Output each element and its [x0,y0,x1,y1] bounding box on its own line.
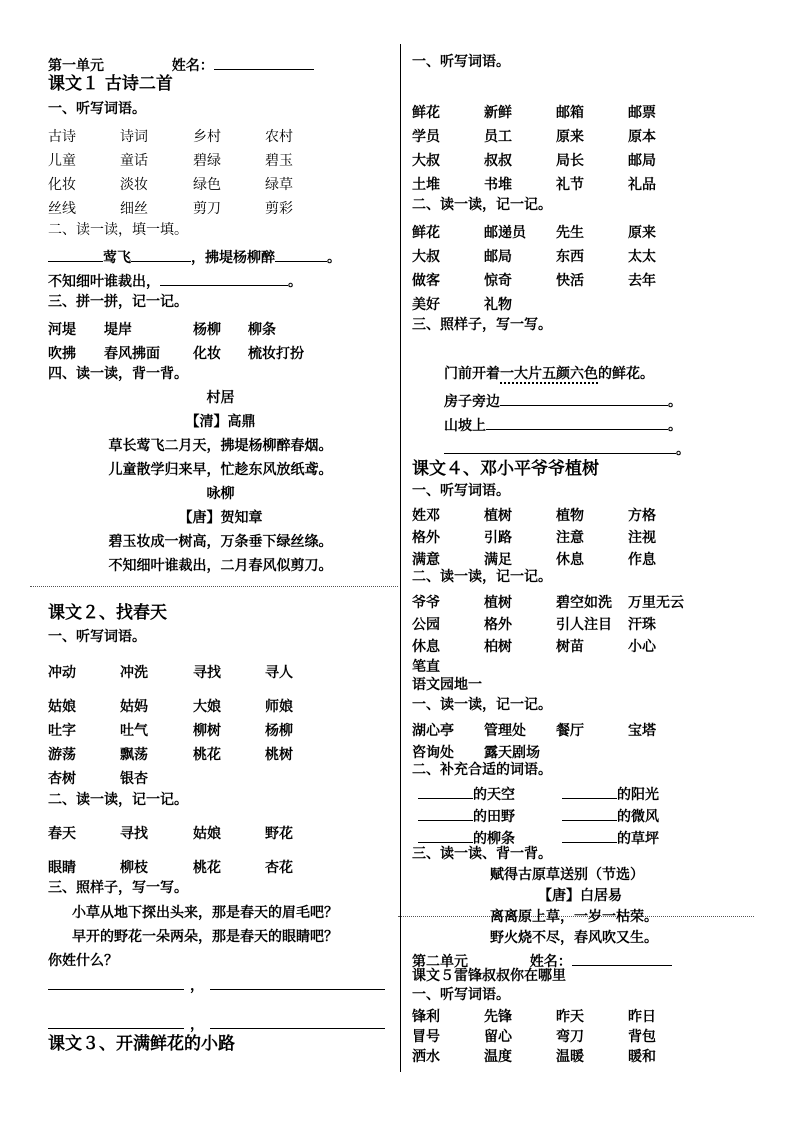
vocab-word: 锋利 [412,1009,440,1025]
vocab-word: 姑妈 [120,699,148,715]
garden-s1-title: 一、读一读，记一记。 [412,697,552,713]
garden-title: 语文园地一 [412,677,482,693]
blank[interactable] [562,828,617,843]
lesson1-s1-title: 一、听写词语。 [48,101,146,117]
blank[interactable] [48,975,184,990]
vocab-word: 植物 [556,508,584,524]
fill-pair [562,806,659,826]
vocab-word: 乡村 [193,129,221,145]
vocab-word: 昨天 [556,1009,584,1025]
lesson2-s3-title: 三、照样子，写一写。 [48,880,188,896]
vocab-word: 昨日 [628,1009,656,1025]
vocab-word: 化妆 [48,177,76,193]
text: 门前开着 [444,366,500,382]
fill-word: 的天空 [473,787,515,803]
vocab-word: 引人注目 [556,617,612,633]
lesson3-title: 课文３、开满鲜花的小路 [48,1034,235,1054]
blank[interactable] [48,1014,184,1029]
vocab-word: 笔直 [412,659,440,675]
vocab-word: 游荡 [48,747,76,763]
text: 。 [668,394,682,410]
prompt-line-1 [444,391,682,409]
blank[interactable] [418,784,473,799]
unit-header [48,55,314,73]
text: 房子旁边 [444,394,500,410]
vocab-word: 格外 [484,617,512,633]
blank[interactable] [48,247,103,262]
fill-word: 的阳光 [617,787,659,803]
vocab-word: 注意 [556,530,584,546]
section-separator-left [30,586,398,587]
lesson1-s2-title: 二、读一读，填一填。 [48,222,188,238]
vocab-word: 银杏 [120,771,148,787]
garden-s3-title: 三、读一读、背一背。 [412,846,552,862]
vocab-word: 姑娘 [193,826,221,842]
fill-pair [418,828,515,848]
vocab-word: 植树 [484,595,512,611]
vocab-word: 温度 [484,1049,512,1065]
fill-line-2 [48,271,302,289]
lesson1-title: 课文１ 古诗二首 [48,74,173,94]
vocab-word: 剪刀 [193,201,221,217]
fill-pair [418,784,515,804]
comma: ， [190,1017,204,1033]
vocab-word: 太太 [628,249,656,265]
vocab-word: 化妆 [193,346,221,362]
poem2-line: 碧玉妆成一树高，万条垂下绿丝绦。 [108,534,333,550]
vocab-word: 满意 [412,552,440,568]
name-field[interactable] [214,55,314,70]
vocab-word: 万里无云 [628,595,684,611]
vocab-word: 湖心亭 [412,723,454,739]
blank[interactable] [500,391,668,406]
vocab-word: 杏花 [265,860,293,876]
vocab-word: 堤岸 [104,322,132,338]
example-sentence [444,367,654,381]
lesson2-title: 课文２、找春天 [48,603,167,623]
vocab-word: 土堆 [412,177,440,193]
lesson4-title: 课文４、邓小平爷爷植树 [412,459,599,479]
vocab-word: 快活 [556,273,584,289]
lesson3-s2-title: 二、读一读，记一记。 [412,197,552,213]
text: 不知细叶谁裁出， [48,274,160,290]
blank[interactable] [160,271,288,286]
vocab-word: 碧玉 [265,153,293,169]
prompt-line-3 [444,439,690,457]
column-divider [400,44,401,1072]
vocab-word: 引路 [484,530,512,546]
lesson3-s3-title: 三、照样子，写一写。 [412,317,552,333]
fill-pair [562,784,659,804]
vocab-word: 学员 [412,129,440,145]
vocab-word: 爷爷 [412,595,440,611]
vocab-word: 春风拂面 [104,346,160,362]
vocab-word: 姑娘 [48,699,76,715]
example-line: 小草从地下探出头来，那是春天的眉毛吧？ [72,905,338,921]
text: 。 [676,442,690,458]
vocab-word: 大叔 [412,153,440,169]
answer-line-1 [48,975,385,993]
vocab-word: 河堤 [48,322,76,338]
vocab-word: 暖和 [628,1049,656,1065]
question: 你姓什么？ [48,953,118,969]
vocab-word: 公园 [412,617,440,633]
vocab-word: 礼品 [628,177,656,193]
prompt-line-2 [444,415,682,433]
vocab-word: 寻人 [265,665,293,681]
vocab-word: 留心 [484,1029,512,1045]
vocab-word: 邮局 [628,153,656,169]
vocab-word: 野花 [265,826,293,842]
vocab-word: 细丝 [120,201,148,217]
vocab-word: 古诗 [48,129,76,145]
vocab-word: 大叔 [412,249,440,265]
vocab-word: 作息 [628,552,656,568]
vocab-word: 柳条 [248,322,276,338]
text: 。 [288,274,302,290]
vocab-word: 柳枝 [120,860,148,876]
vocab-word: 桃花 [193,860,221,876]
vocab-word: 桃树 [265,747,293,763]
blank[interactable] [444,439,676,454]
vocab-word: 员工 [484,129,512,145]
garden-poem-line: 野火烧不尽，春风吹又生。 [490,930,658,946]
vocab-word: 餐厅 [556,723,584,739]
vocab-word: 农村 [265,129,293,145]
fill-line-1 [48,247,341,265]
vocab-word: 杨柳 [265,723,293,739]
vocab-word: 碧空如洗 [556,595,612,611]
vocab-word: 梳妆打扮 [248,346,304,362]
vocab-word: 桃花 [193,747,221,763]
lesson2-s2-title: 二、读一读，记一记。 [48,792,188,808]
vocab-word: 眼睛 [48,860,76,876]
text: 莺飞 [103,250,131,266]
vocab-word: 书堆 [484,177,512,193]
lesson5-s1-title: 一、听写词语。 [412,987,510,1003]
vocab-word: 咨询处 [412,745,454,761]
poem2-author: 【唐】贺知章 [178,510,263,526]
vocab-word: 汗珠 [628,617,656,633]
vocab-word: 淡妆 [120,177,148,193]
example-line: 早开的野花一朵两朵，那是春天的眼睛吧？ [72,929,338,945]
vocab-word: 洒水 [412,1049,440,1065]
blank[interactable] [418,806,473,821]
vocab-word: 邮递员 [484,225,526,241]
blank[interactable] [418,828,473,843]
vocab-word: 绿色 [193,177,221,193]
vocab-word: 寻找 [120,826,148,842]
vocab-word: 鲜花 [412,225,440,241]
unit2-header [412,951,672,969]
blank[interactable] [210,975,385,990]
vocab-word: 春天 [48,826,76,842]
vocab-word: 原来 [628,225,656,241]
poem1-title: 村居 [206,390,235,406]
vocab-word: 大娘 [193,699,221,715]
vocab-word: 去年 [628,273,656,289]
vocab-word: 邮票 [628,105,656,121]
blank[interactable] [131,247,191,262]
vocab-word: 新鲜 [484,105,512,121]
text: 山坡上 [444,418,486,434]
vocab-word: 礼节 [556,177,584,193]
answer-line-2 [48,1014,385,1032]
vocab-word: 满足 [484,552,512,568]
vocab-word: 儿童 [48,153,76,169]
vocab-word: 杨柳 [193,322,221,338]
vocab-word: 杏树 [48,771,76,787]
text: ，拂堤杨柳醉 [191,250,275,266]
garden-poem-author: 【唐】白居易 [538,888,622,904]
text: 。 [668,418,682,434]
vocab-word: 鲜花 [412,105,440,121]
lesson4-s1-title: 一、听写词语。 [412,483,510,499]
vocab-word: 原来 [556,129,584,145]
fill-word: 的微风 [617,809,659,825]
vocab-word: 原本 [628,129,656,145]
lesson2-s1-title: 一、听写词语。 [48,629,146,645]
vocab-word: 礼物 [484,297,512,313]
poem1-line: 草长莺飞二月天，拂堤杨柳醉春烟。 [108,438,333,454]
vocab-word: 注视 [628,530,656,546]
vocab-word: 管理处 [484,723,526,739]
vocab-word: 柏树 [484,639,512,655]
vocab-word: 飘荡 [120,747,148,763]
vocab-word: 吐字 [48,723,76,739]
name-label: 姓名： [171,58,214,74]
blank[interactable] [210,1014,385,1029]
vocab-word: 冒号 [412,1029,440,1045]
vocab-word: 童话 [120,153,148,169]
unit-label: 第二单元 [412,954,468,970]
text: 的鲜花。 [598,366,654,382]
name-label: 姓名： [529,954,572,970]
garden-s2-title: 二、补充合适的词语。 [412,762,552,778]
fill-word: 的柳条 [473,831,515,847]
lesson1-s3-title: 三、拼一拼，记一记。 [48,294,188,310]
vocab-word: 弯刀 [556,1029,584,1045]
blank[interactable] [275,247,327,262]
vocab-word: 东西 [556,249,584,265]
vocab-word: 露天剧场 [484,745,540,761]
vocab-word: 吹拂 [48,346,76,362]
vocab-word: 邮局 [484,249,512,265]
vocab-word: 惊奇 [484,273,512,289]
lesson3-s1-title: 一、听写词语。 [412,54,510,70]
comma: ， [190,978,204,994]
vocab-word: 美好 [412,297,440,313]
vocab-word: 碧绿 [193,153,221,169]
vocab-word: 先生 [556,225,584,241]
garden-poem-title: 赋得古原草送别（节选） [490,867,644,883]
fill-pair [562,828,659,848]
vocab-word: 休息 [556,552,584,568]
vocab-word: 先锋 [484,1009,512,1025]
poem1-line: 儿童散学归来早，忙趁东风放纸鸢。 [108,462,333,478]
vocab-word: 局长 [556,153,584,169]
blank[interactable] [562,784,617,799]
vocab-word: 格外 [412,530,440,546]
vocab-word: 吐气 [120,723,148,739]
vocab-word: 师娘 [265,699,293,715]
lesson1-s4-title: 四、读一读，背一背。 [48,366,188,382]
lesson4-s2-title: 二、读一读，记一记。 [412,569,552,585]
lesson5-title: 课文５雷锋叔叔你在哪里 [412,968,566,984]
name-field[interactable] [572,951,672,966]
fill-word: 的田野 [473,809,515,825]
vocab-word: 剪彩 [265,201,293,217]
unit-label: 第一单元 [48,58,104,74]
poem2-line: 不知细叶谁裁出，二月春风似剪刀。 [108,558,333,574]
vocab-word: 方格 [628,508,656,524]
vocab-word: 小心 [628,639,656,655]
fill-pair [418,806,515,826]
vocab-word: 温暖 [556,1049,584,1065]
fill-word: 的草坪 [617,831,659,847]
vocab-word: 树苗 [556,639,584,655]
vocab-word: 寻找 [193,665,221,681]
vocab-word: 宝塔 [628,723,656,739]
poem2-title: 咏柳 [206,486,235,502]
vocab-word: 姓邓 [412,508,440,524]
garden-poem-line: 离离原上草，一岁一枯荣。 [490,909,658,925]
vocab-word: 绿草 [265,177,293,193]
vocab-word: 叔叔 [484,153,512,169]
blank[interactable] [562,806,617,821]
vocab-word: 做客 [412,273,440,289]
blank[interactable] [486,415,668,430]
vocab-word: 丝线 [48,201,76,217]
vocab-word: 邮箱 [556,105,584,121]
text: 一大片五颜六色 [500,366,598,382]
vocab-word: 柳树 [193,723,221,739]
vocab-word: 背包 [628,1029,656,1045]
vocab-word: 休息 [412,639,440,655]
vocab-word: 植树 [484,508,512,524]
poem1-author: 【清】高鼎 [185,414,256,430]
vocab-word: 诗词 [120,129,148,145]
vocab-word: 冲动 [48,665,76,681]
vocab-word: 冲洗 [120,665,148,681]
text: 。 [327,250,341,266]
